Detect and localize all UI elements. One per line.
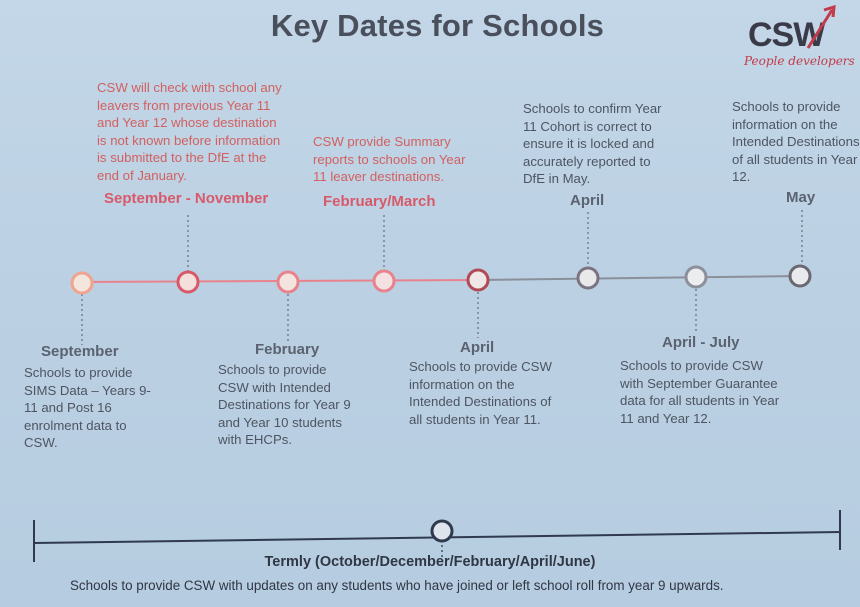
- event-label-april-intended: April: [460, 339, 495, 356]
- event-text-feb-mar: CSW provide Summary reports to schools on Year 11 leaver destinations.: [313, 134, 466, 185]
- page-title: Key Dates for Schools: [270, 8, 605, 43]
- event-text-april-confirm: Schools to confirm Year 11 Cohort is correct to ensure it is locked and accurately reported to DfE in May.: [523, 101, 662, 187]
- logo-wordmark: CSW: [748, 16, 825, 54]
- event-label-may: May: [786, 189, 816, 206]
- event-text-september: Schools to provide SIMS Data – Years 9-11 and Post 16 enrolment data to CSW.: [24, 365, 151, 451]
- timeline-node-april-2: [578, 268, 598, 288]
- timeline-node-may: [790, 266, 810, 286]
- timeline-node-september-november: [178, 272, 198, 292]
- timeline-node-april-july: [686, 267, 706, 287]
- event-label-april-july: April - July: [662, 334, 740, 351]
- timeline-node-april-1: [468, 270, 488, 290]
- event-text-sep-nov: CSW will check with school any leavers from previous Year 11 and Year 12 whose destination is not known before information is submitted to the DfE at the end of January.: [97, 80, 282, 183]
- timeline-node-september: [72, 273, 92, 293]
- event-label-sep-nov: September - November: [104, 190, 269, 207]
- event-label-april-confirm: April: [570, 192, 605, 209]
- event-label-september: September: [41, 343, 119, 360]
- event-text-april-july: Schools to provide CSW with September Guarantee data for all students in Year 11 and Year 12.: [620, 358, 780, 426]
- termly-text: Schools to provide CSW with updates on any students who have joined or left school roll from year 9 upwards.: [70, 578, 724, 593]
- event-text-april-intended: Schools to provide CSW information on the Intended Destinations of all students in Year 11.: [409, 359, 552, 427]
- event-text-may: Schools to provide information on the Intended Destinations of all students in Year 12.: [732, 99, 860, 185]
- termly-label: Termly (October/December/February/April/June): [264, 554, 596, 570]
- timeline-node-february-march: [374, 271, 394, 291]
- termly-node: [432, 521, 452, 541]
- timeline-node-february: [278, 272, 298, 292]
- event-text-february: Schools to provide CSW with Intended Destinations for Year 9 and Year 10 students with EHCPs.: [218, 362, 351, 448]
- event-label-february: February: [255, 341, 320, 358]
- event-label-feb-mar: February/March: [323, 193, 436, 210]
- logo-tagline: People developers: [744, 54, 855, 68]
